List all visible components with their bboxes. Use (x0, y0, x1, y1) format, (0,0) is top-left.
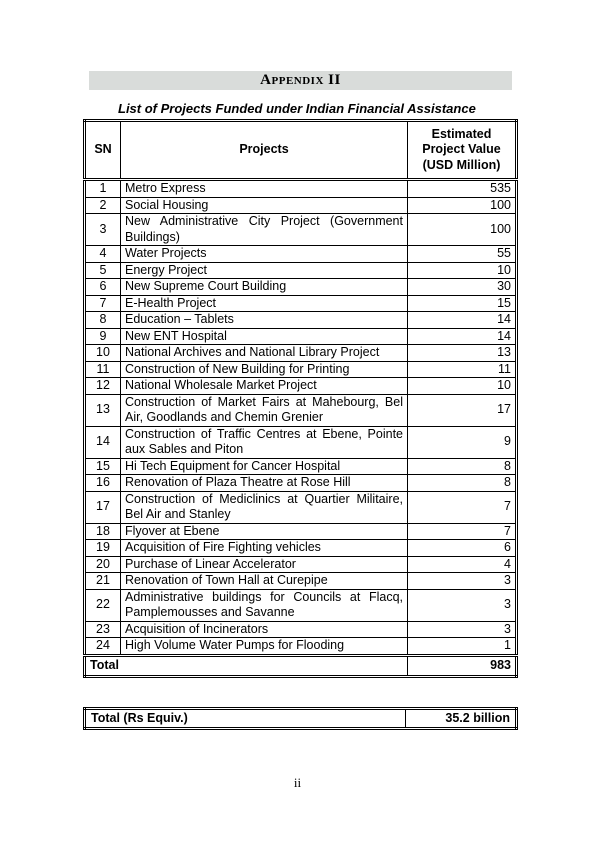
row-sn: 16 (85, 475, 121, 492)
row-value: 7 (408, 523, 517, 540)
row-project: Flyover at Ebene (121, 523, 408, 540)
table-row (85, 458, 517, 475)
row-value: 6 (408, 540, 517, 557)
row-sn: 20 (85, 556, 121, 573)
header-projects: Projects (121, 121, 408, 180)
row-sn: 24 (85, 638, 121, 656)
table-row (85, 295, 517, 312)
table-row (85, 573, 517, 590)
row-value: 14 (408, 312, 517, 329)
table-row (85, 426, 517, 458)
table-row (85, 491, 517, 523)
table-body (85, 180, 517, 656)
row-sn: 22 (85, 589, 121, 621)
row-value: 11 (408, 361, 517, 378)
row-project: Acquisition of Incinerators (121, 621, 408, 638)
header-value: Estimated Project Value (USD Million) (408, 121, 517, 180)
row-project: Renovation of Plaza Theatre at Rose Hill (121, 475, 408, 492)
row-project: New ENT Hospital (121, 328, 408, 345)
total-label: Total (85, 655, 408, 676)
row-project: E-Health Project (121, 295, 408, 312)
row-project: Administrative buildings for Councils at Flacq, Pamplemousses and Savanne (121, 589, 408, 621)
row-value: 3 (408, 589, 517, 621)
row-value: 30 (408, 279, 517, 296)
row-sn: 9 (85, 328, 121, 345)
row-sn: 3 (85, 214, 121, 246)
row-sn: 14 (85, 426, 121, 458)
row-sn: 1 (85, 180, 121, 198)
row-sn: 12 (85, 378, 121, 395)
row-value: 9 (408, 426, 517, 458)
projects-table (83, 119, 518, 678)
row-project: Metro Express (121, 180, 408, 198)
row-value: 13 (408, 345, 517, 362)
row-value: 535 (408, 180, 517, 198)
row-value: 1 (408, 638, 517, 656)
page-number: ii (293, 775, 302, 790)
row-sn: 11 (85, 361, 121, 378)
equiv-row (85, 709, 517, 729)
row-sn: 10 (85, 345, 121, 362)
row-project: New Administrative City Project (Government Buildings) (121, 214, 408, 246)
equiv-value: 35.2 billion (406, 709, 517, 729)
table-row (85, 197, 517, 214)
row-sn: 23 (85, 621, 121, 638)
row-project: New Supreme Court Building (121, 279, 408, 296)
table-row (85, 345, 517, 362)
table-row (85, 638, 517, 656)
equiv-table (83, 707, 518, 730)
row-value: 10 (408, 262, 517, 279)
row-value: 14 (408, 328, 517, 345)
row-project: Construction of Market Fairs at Mahebourg, Bel Air, Goodlands and Chemin Grenier (121, 394, 408, 426)
row-project: Renovation of Town Hall at Curepipe (121, 573, 408, 590)
row-project: Construction of Mediclinics at Quartier Militaire, Bel Air and Stanley (121, 491, 408, 523)
table-row (85, 279, 517, 296)
table-header-row (85, 121, 517, 180)
row-sn: 15 (85, 458, 121, 475)
row-value: 8 (408, 458, 517, 475)
row-value: 3 (408, 621, 517, 638)
row-sn: 8 (85, 312, 121, 329)
row-project: Acquisition of Fire Fighting vehicles (121, 540, 408, 557)
row-project: Purchase of Linear Accelerator (121, 556, 408, 573)
row-project: Energy Project (121, 262, 408, 279)
row-value: 4 (408, 556, 517, 573)
table-row (85, 394, 517, 426)
row-value: 100 (408, 197, 517, 214)
table-row (85, 180, 517, 198)
row-value: 15 (408, 295, 517, 312)
row-project: National Wholesale Market Project (121, 378, 408, 395)
appendix-title: Appendix II (89, 71, 512, 90)
table-row (85, 540, 517, 557)
row-value: 3 (408, 573, 517, 590)
row-sn: 19 (85, 540, 121, 557)
row-sn: 17 (85, 491, 121, 523)
row-sn: 2 (85, 197, 121, 214)
row-sn: 13 (85, 394, 121, 426)
total-value: 983 (408, 655, 517, 676)
table-row (85, 262, 517, 279)
row-project: Water Projects (121, 246, 408, 263)
row-value: 8 (408, 475, 517, 492)
row-project: Education – Tablets (121, 312, 408, 329)
table-row (85, 312, 517, 329)
row-project: Hi Tech Equipment for Cancer Hospital (121, 458, 408, 475)
row-project: National Archives and National Library Project (121, 345, 408, 362)
row-project: Social Housing (121, 197, 408, 214)
table-row (85, 589, 517, 621)
row-sn: 18 (85, 523, 121, 540)
row-value: 17 (408, 394, 517, 426)
table-row (85, 621, 517, 638)
table-row (85, 523, 517, 540)
row-value: 55 (408, 246, 517, 263)
table-row (85, 378, 517, 395)
row-project: Construction of New Building for Printing (121, 361, 408, 378)
row-project: Construction of Traffic Centres at Ebene, Pointe aux Sables and Piton (121, 426, 408, 458)
table-row (85, 328, 517, 345)
table-row (85, 246, 517, 263)
header-sn: SN (85, 121, 121, 180)
row-sn: 4 (85, 246, 121, 263)
table-row (85, 361, 517, 378)
row-sn: 21 (85, 573, 121, 590)
table-row (85, 475, 517, 492)
total-row (85, 655, 517, 676)
row-sn: 6 (85, 279, 121, 296)
table-caption: List of Projects Funded under Indian Financial Assistance (118, 101, 476, 116)
row-project: High Volume Water Pumps for Flooding (121, 638, 408, 656)
row-sn: 5 (85, 262, 121, 279)
equiv-label: Total (Rs Equiv.) (85, 709, 406, 729)
row-value: 7 (408, 491, 517, 523)
table-row (85, 556, 517, 573)
row-value: 10 (408, 378, 517, 395)
row-value: 100 (408, 214, 517, 246)
row-sn: 7 (85, 295, 121, 312)
table-row (85, 214, 517, 246)
